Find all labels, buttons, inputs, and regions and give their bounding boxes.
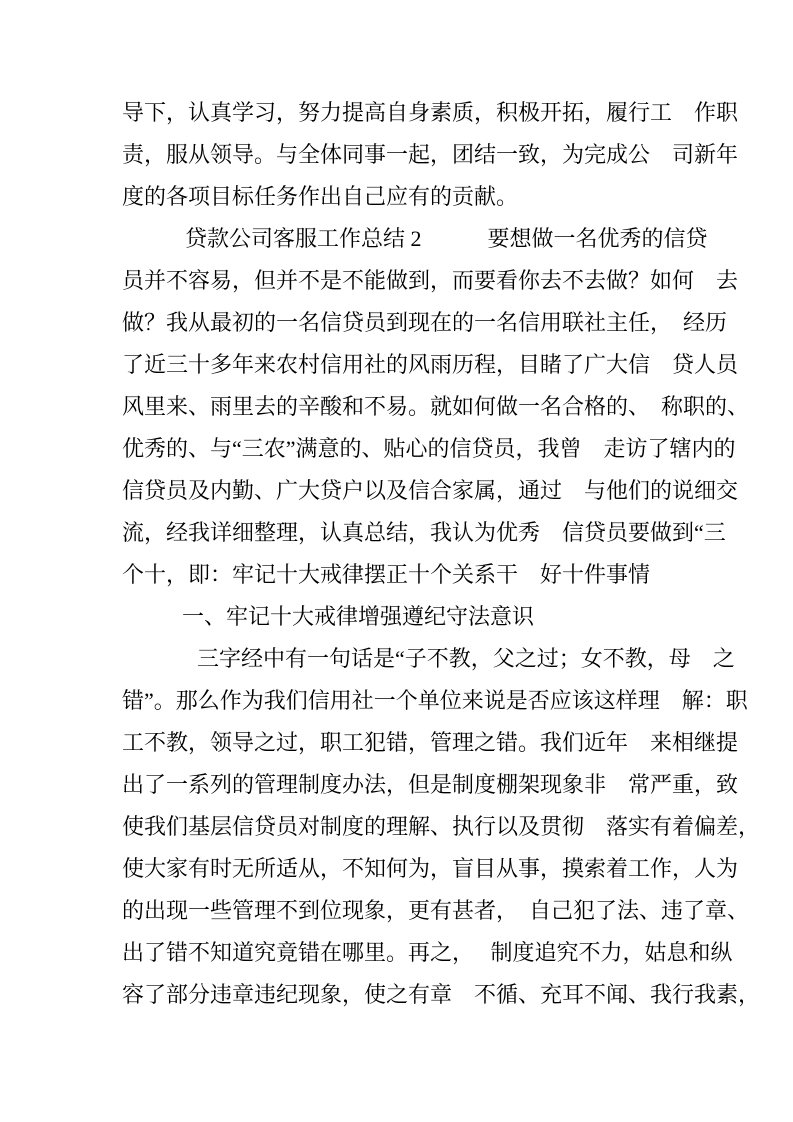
doc-line: 错”。那么作为我们信用社一个单位来说是否应该这样理 解：职 (122, 688, 748, 713)
doc-line: 工不教，领导之过，职工犯错，管理之错。我们近年 来相继提 (122, 730, 739, 755)
section-heading-line: 一、牢记十大戒律增强遵纪守法意识 (182, 604, 535, 629)
doc-line: 出了一系列的管理制度办法，但是制度棚架现象非 常严重，致 (122, 772, 739, 797)
doc-line: 信贷员及内勤、广大贷户以及信合家属，通过 与他们的说细交 (122, 478, 739, 503)
doc-title-line: 贷款公司客服工作总结 2 要想做一名优秀的信贷 (185, 226, 708, 251)
doc-line: 的出现一些管理不到位现象，更有甚者， 自己犯了法、违了章、 (122, 898, 750, 923)
doc-line: 导下，认真学习，努力提高自身素质，积极开拓，履行工 作职 (122, 100, 739, 125)
doc-line: 使大家有时无所适从，不知何为，盲目从事，摸索着工作，人为 (122, 856, 739, 881)
doc-line: 员并不容易，但并不是不能做到，而要看你去不去做？如何 去 (122, 268, 739, 293)
doc-line: 使我们基层信贷员对制度的理解、执行以及贯彻 落实有着偏差， (122, 814, 761, 839)
doc-line: 出了错不知道究竟错在哪里。再之， 制度追究不力，姑息和纵 (122, 940, 733, 965)
doc-line: 流，经我详细整理，认真总结，我认为优秀 信贷员要做到“三 (122, 520, 726, 545)
doc-line: 个十，即：牢记十大戒律摆正十个关系干 好十件事情 (122, 562, 651, 587)
doc-line: 容了部分违章违纪现象，使之有章 不循、充耳不闻、我行我素， (122, 982, 761, 1007)
doc-line: 风里来、雨里去的辛酸和不易。就如何做一名合格的、 称职的、 (122, 394, 750, 419)
paragraph-start-line: 三字经中有一句话是“子不教，父之过；女不教，母 之 (197, 646, 735, 671)
doc-line: 优秀的、与“三农”满意的、贴心的信贷员，我曾 走访了辖内的 (122, 436, 736, 461)
doc-line: 了近三十多年来农村信用社的风雨历程，目睹了广大信 贷人员 (122, 352, 739, 377)
doc-line: 度的各项目标任务作出自己应有的贡献。 (122, 184, 519, 209)
doc-line: 责，服从领导。与全体同事一起，团结一致，为完成公 司新年 (122, 142, 739, 167)
doc-line: 做？我从最初的一名信贷员到现在的一名信用联社主任， 经历 (122, 310, 728, 335)
